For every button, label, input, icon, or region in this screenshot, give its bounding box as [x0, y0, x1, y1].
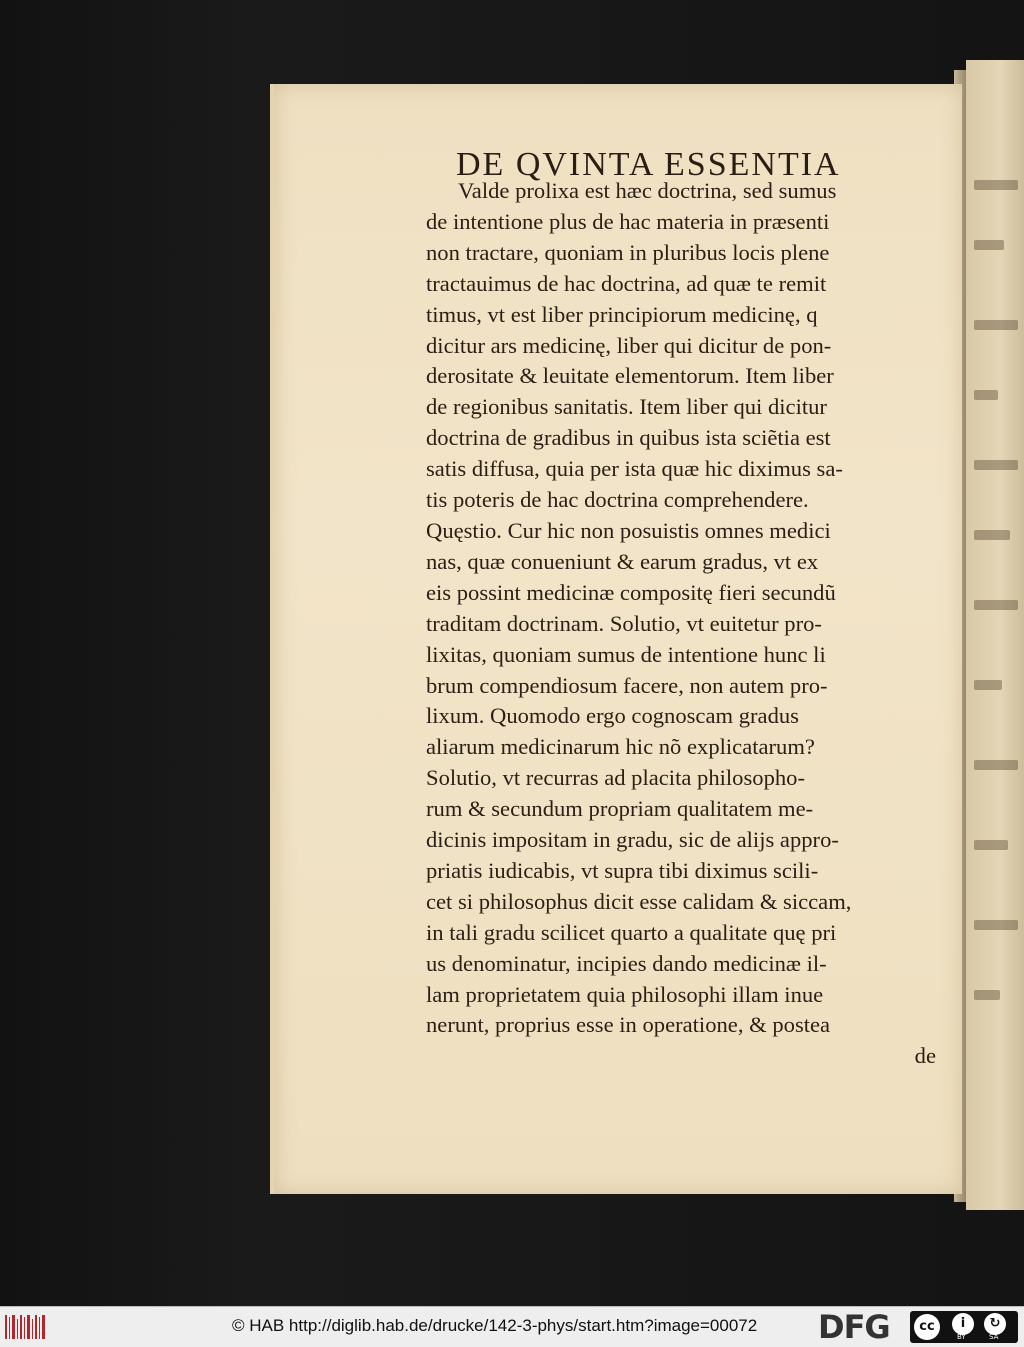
attribution-link[interactable]: © HAB http://diglib.hab.de/drucke/142-3-phys/start.htm?image=00072 [232, 1316, 758, 1335]
catchword: de [914, 1043, 936, 1069]
cc-license-badge[interactable] [910, 1311, 1018, 1343]
sa-icon: ↻ [984, 1313, 1006, 1335]
running-head: DE QVINTA ESSENTIA [456, 146, 841, 183]
adjacent-page-edge [966, 60, 1024, 1210]
text-line: doctrina de gradibus in quibus ista sciẽtia est [426, 425, 831, 451]
text-line: lam proprietatem quia philosophi illam inue [426, 981, 824, 1007]
text-line: traditam doctrinam. Solutio, vt euitetur pro- [426, 610, 822, 636]
text-line: nas, quæ conueniunt & earum gradus, vt ex [426, 548, 819, 574]
dfg-logo: DFG [818, 1308, 890, 1346]
text-line: derositate & leuitate elementorum. Item liber [426, 363, 834, 389]
barcode-icon [4, 1313, 48, 1341]
text-line: lixum. Quomodo ergo cognoscam gradus [426, 703, 799, 729]
text-line: tractauimus de hac doctrina, ad quæ te remit [426, 270, 827, 296]
text-line: lixitas, quoniam sumus de intentione hunc li [426, 641, 826, 667]
text-line: priatis iudicabis, vt supra tibi diximus scili- [426, 857, 819, 883]
text-line: non tractare, quoniam in pluribus locis plene [426, 239, 830, 265]
text-line: tis poteris de hac doctrina comprehendere. [426, 487, 809, 513]
text-line: cet si philosophus dicit esse calidam & siccam, [426, 888, 852, 914]
book-page [270, 84, 962, 1194]
footer-bar [0, 1306, 1024, 1347]
text-line: Valde prolixa est hæc doctrina, sed sumus [458, 178, 837, 203]
sa-label: SA [989, 1333, 999, 1341]
text-line: dicitur ars medicinę, liber qui dicitur de pon- [426, 332, 832, 358]
text-line: de intentione plus de hac materia in præsenti [426, 208, 830, 234]
text-line: de regionibus sanitatis. Item liber qui dicitur [426, 394, 827, 420]
text-line: aliarum medicinarum hic nõ explicatarum? [426, 734, 815, 760]
by-label: BY [957, 1333, 966, 1341]
text-line: Quęstio. Cur hic non posuistis omnes medici [426, 517, 831, 543]
text-line: dicinis impositam in gradu, sic de alijs appro- [426, 827, 839, 853]
text-line: Solutio, vt recurras ad placita philosopho- [426, 765, 805, 791]
text-line: eis possint medicinæ compositę fieri secundũ [426, 579, 836, 605]
text-line: rum & secundum propriam qualitatem me- [426, 796, 814, 822]
text-line: timus, vt est liber principiorum medicinę, q [426, 301, 818, 327]
text-line: satis diffusa, quia per ista quæ hic diximus sa- [426, 456, 843, 482]
text-line: brum compendiosum facere, non autem pro- [426, 672, 828, 698]
text-line: us denominatur, incipies dando medicinæ il- [426, 950, 827, 976]
by-icon: i [952, 1313, 974, 1335]
text-line: in tali gradu scilicet quarto a qualitate quę pri [426, 919, 837, 945]
cc-icon: cc [914, 1314, 940, 1340]
text-line: nerunt, proprius esse in operatione, & postea [426, 1012, 831, 1038]
page-body-text [426, 176, 936, 1072]
